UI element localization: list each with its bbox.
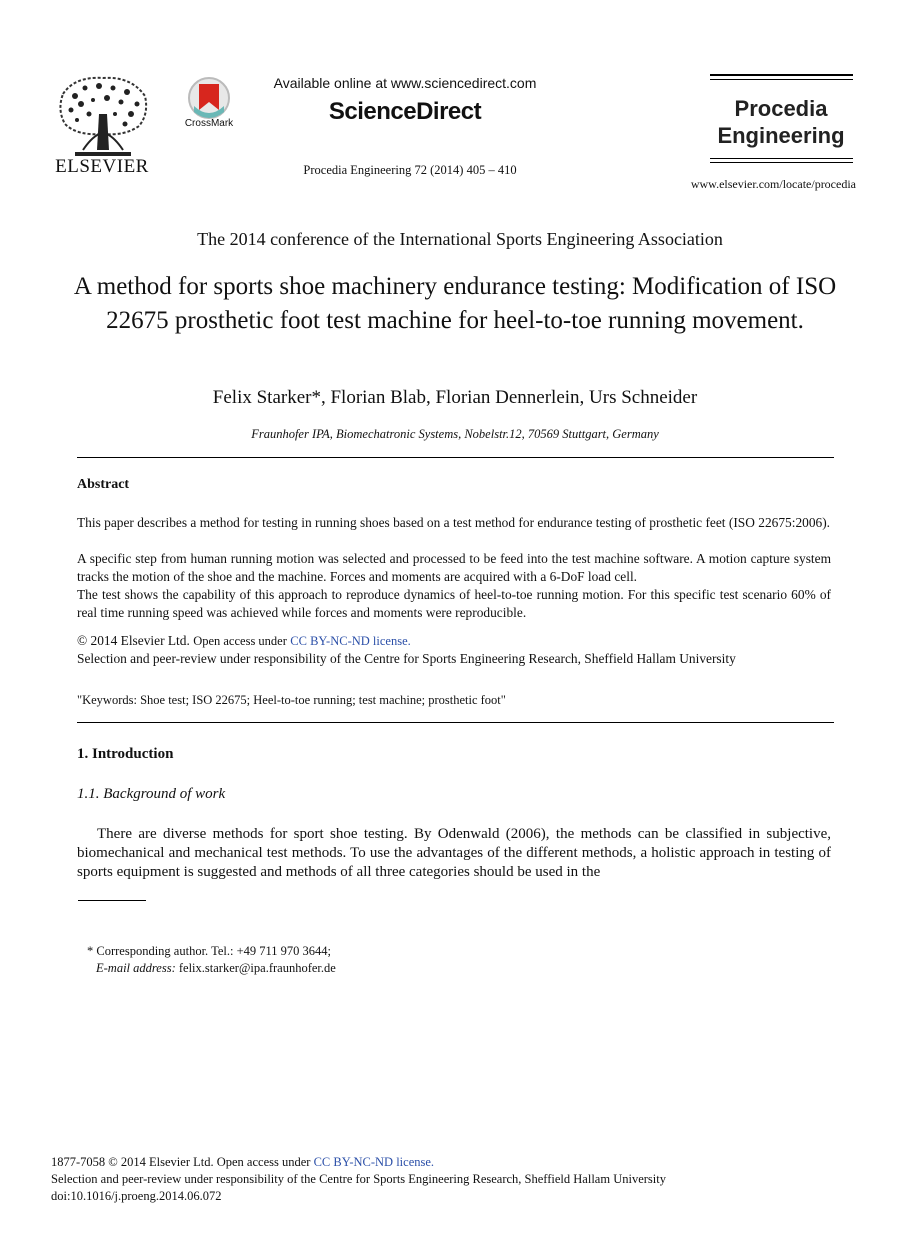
journal-title-line1: Procedia bbox=[734, 96, 828, 121]
footer-doi[interactable]: doi:10.1016/j.proeng.2014.06.072 bbox=[51, 1189, 222, 1203]
crossmark-label: CrossMark bbox=[184, 118, 234, 129]
journal-rule bbox=[710, 79, 853, 80]
section-heading: 1. Introduction bbox=[77, 746, 174, 762]
peer-review-statement: Selection and peer-review under responsibility of the Centre for Sports Engineering Research, Sheffield Hallam University bbox=[77, 651, 736, 666]
available-online-text: Available online at www.sciencedirect.com bbox=[273, 75, 537, 91]
abstract-paragraph: A specific step from human running motion was selected and processed to be feed into the test machine software. A motion capture system tracks the motion of the shoe and the machine. Forces and moments are acquired with a 6-DoF load cell. bbox=[77, 551, 831, 584]
journal-title-line2: Engineering bbox=[717, 123, 845, 148]
author-list: Felix Starker*, Florian Blab, Florian Dennerlein, Urs Schneider bbox=[212, 387, 698, 408]
subsection-heading: 1.1. Background of work bbox=[77, 786, 226, 802]
footnote-rule bbox=[78, 900, 146, 901]
open-access-text: Open access under bbox=[193, 634, 287, 648]
abstract-paragraph: This paper describes a method for testing in running shoes based on a test method for endurance testing of prosthetic feet (ISO 22675:2006). bbox=[77, 515, 831, 530]
keywords: "Keywords: Shoe test; ISO 22675; Heel-to-toe running; test machine; prosthetic foot" bbox=[77, 693, 506, 707]
footer-review-statement: Selection and peer-review under responsibility of the Centre for Sports Engineering Research, Sheffield Hallam University bbox=[51, 1172, 666, 1186]
copyright-text: © 2014 Elsevier Ltd. bbox=[77, 633, 190, 648]
email-label: E-mail address: bbox=[96, 961, 176, 975]
corresponding-author-note: * Corresponding author. Tel.: +49 711 970 3644; bbox=[87, 944, 332, 958]
email-note bbox=[96, 961, 336, 976]
abstract-heading: Abstract bbox=[77, 477, 130, 492]
body-paragraph: There are diverse methods for sport shoe testing. By Odenwald (2006), the methods can be classified in subjective, biomechanical and mechanical test methods. To use the advantages of the different methods, a holistic approach in testing of sports equipment is suggested and methods of all three categories should be used in the bbox=[77, 826, 831, 880]
abstract-bottom-rule bbox=[77, 722, 834, 723]
footer-issn-copyright: 1877-7058 © 2014 Elsevier Ltd. Open access under bbox=[51, 1155, 311, 1169]
journal-reference: Procedia Engineering 72 (2014) 405 – 410 bbox=[303, 163, 517, 177]
abstract-paragraph: The test shows the capability of this approach to reproduce dynamics of heel-to-toe running motion. For this specific test scenario 60% of real time running speed was achieved while forces and moments were reproducible. bbox=[77, 587, 831, 620]
abstract-top-rule bbox=[77, 457, 834, 458]
publisher-name: ELSEVIER bbox=[55, 156, 149, 177]
footer-license-link[interactable]: CC BY-NC-ND license. bbox=[313, 1155, 435, 1169]
journal-url[interactable]: www.elsevier.com/locate/procedia bbox=[690, 177, 856, 191]
journal-rule bbox=[710, 158, 853, 159]
sciencedirect-brand: ScienceDirect bbox=[328, 98, 482, 125]
copyright-line bbox=[77, 633, 411, 649]
journal-rule bbox=[710, 162, 853, 163]
license-link[interactable]: CC BY-NC-ND license. bbox=[290, 634, 411, 648]
email-address[interactable]: felix.starker@ipa.fraunhofer.de bbox=[178, 961, 336, 975]
conference-name: The 2014 conference of the International Sports Engineering Association bbox=[197, 229, 723, 249]
article-title: A method for sports shoe machinery endurance testing: Modification of ISO 22675 prosthetic foot test machine for heel-to-toe running movement. bbox=[73, 273, 837, 334]
footer-copyright bbox=[51, 1155, 434, 1170]
author-affiliation: Fraunhofer IPA, Biomechatronic Systems, Nobelstr.12, 70569 Stuttgart, Germany bbox=[251, 427, 659, 441]
journal-title bbox=[705, 95, 857, 149]
journal-rule bbox=[710, 74, 853, 76]
